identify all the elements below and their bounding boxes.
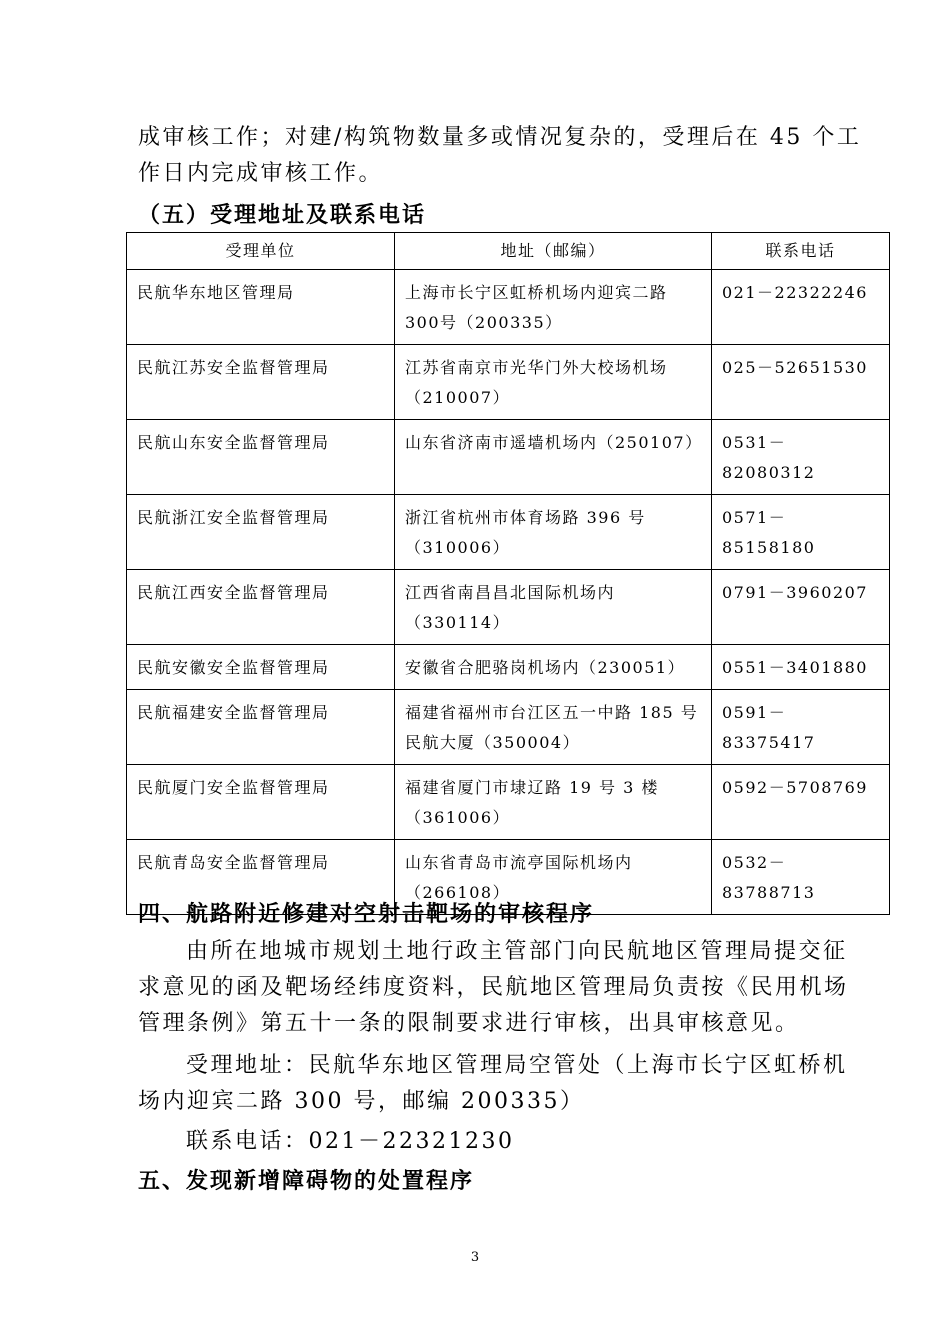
cell-unit: 民航江西安全监督管理局 bbox=[127, 570, 395, 645]
intro-paragraph: 成审核工作；对建/构筑物数量多或情况复杂的，受理后在 45 个工作日内完成审核工作。 bbox=[138, 125, 862, 186]
section-four-heading: 四、航路附近修建对空射击靶场的审核程序 bbox=[138, 901, 595, 927]
cell-address: 浙江省杭州市体育场路 396 号（310006） bbox=[395, 495, 712, 570]
cell-unit: 民航厦门安全监督管理局 bbox=[127, 765, 395, 840]
table-row bbox=[127, 495, 890, 570]
section-five-heading: 五、发现新增障碍物的处置程序 bbox=[138, 1168, 475, 1194]
cell-phone: 0592－5708769 bbox=[712, 765, 890, 840]
header-unit: 受理单位 bbox=[127, 233, 395, 270]
cell-address: 山东省济南市遥墙机场内（250107） bbox=[395, 420, 712, 495]
section-four-body: 由所在地城市规划土地行政主管部门向民航地区管理局提交征求意见的函及靶场经纬度资料，民航地区管理局负责按《民用机场管理条例》第五十一条的限制要求进行审核，出具审核意见。 bbox=[138, 939, 849, 1036]
table-row bbox=[127, 690, 890, 765]
cell-unit: 民航华东地区管理局 bbox=[127, 270, 395, 345]
cell-phone: 0551－3401880 bbox=[712, 645, 890, 690]
cell-unit: 民航安徽安全监督管理局 bbox=[127, 645, 395, 690]
table-row bbox=[127, 270, 890, 345]
table-row bbox=[127, 345, 890, 420]
table-header-row bbox=[127, 233, 890, 270]
cell-address: 江西省南昌昌北国际机场内（330114） bbox=[395, 570, 712, 645]
cell-phone: 0791－3960207 bbox=[712, 570, 890, 645]
section-four-address: 受理地址：民航华东地区管理局空管处（上海市长宁区虹桥机场内迎宾二路 300 号，邮编 200335） bbox=[138, 1053, 848, 1114]
page-number: 3 bbox=[470, 1250, 480, 1265]
table-row bbox=[127, 765, 890, 840]
cell-phone: 025－52651530 bbox=[712, 345, 890, 420]
header-phone: 联系电话 bbox=[712, 233, 890, 270]
header-address: 地址（邮编） bbox=[395, 233, 712, 270]
table-row bbox=[127, 570, 890, 645]
cell-phone: 021－22322246 bbox=[712, 270, 890, 345]
section-heading-contacts: （五）受理地址及联系电话 bbox=[138, 202, 427, 228]
cell-phone: 0571－85158180 bbox=[712, 495, 890, 570]
section-four-phone: 联系电话：021－22321230 bbox=[186, 1129, 515, 1154]
contact-table bbox=[126, 232, 890, 915]
cell-address: 福建省福州市台江区五一中路 185 号民航大厦（350004） bbox=[395, 690, 712, 765]
cell-address: 安徽省合肥骆岗机场内（230051） bbox=[395, 645, 712, 690]
table-row bbox=[127, 420, 890, 495]
cell-unit: 民航山东安全监督管理局 bbox=[127, 420, 395, 495]
cell-unit: 民航浙江安全监督管理局 bbox=[127, 495, 395, 570]
cell-phone: 0532－83788713 bbox=[712, 840, 890, 915]
cell-address: 福建省厦门市埭辽路 19 号 3 楼（361006） bbox=[395, 765, 712, 840]
table-row bbox=[127, 645, 890, 690]
cell-unit: 民航福建安全监督管理局 bbox=[127, 690, 395, 765]
cell-phone: 0591－83375417 bbox=[712, 690, 890, 765]
cell-address: 上海市长宁区虹桥机场内迎宾二路300号（200335） bbox=[395, 270, 712, 345]
cell-address: 江苏省南京市光华门外大校场机场（210007） bbox=[395, 345, 712, 420]
cell-phone: 0531－82080312 bbox=[712, 420, 890, 495]
cell-unit: 民航青岛安全监督管理局 bbox=[127, 840, 395, 915]
cell-unit: 民航江苏安全监督管理局 bbox=[127, 345, 395, 420]
cell-address: 山东省青岛市流亭国际机场内（266108） bbox=[395, 840, 712, 915]
